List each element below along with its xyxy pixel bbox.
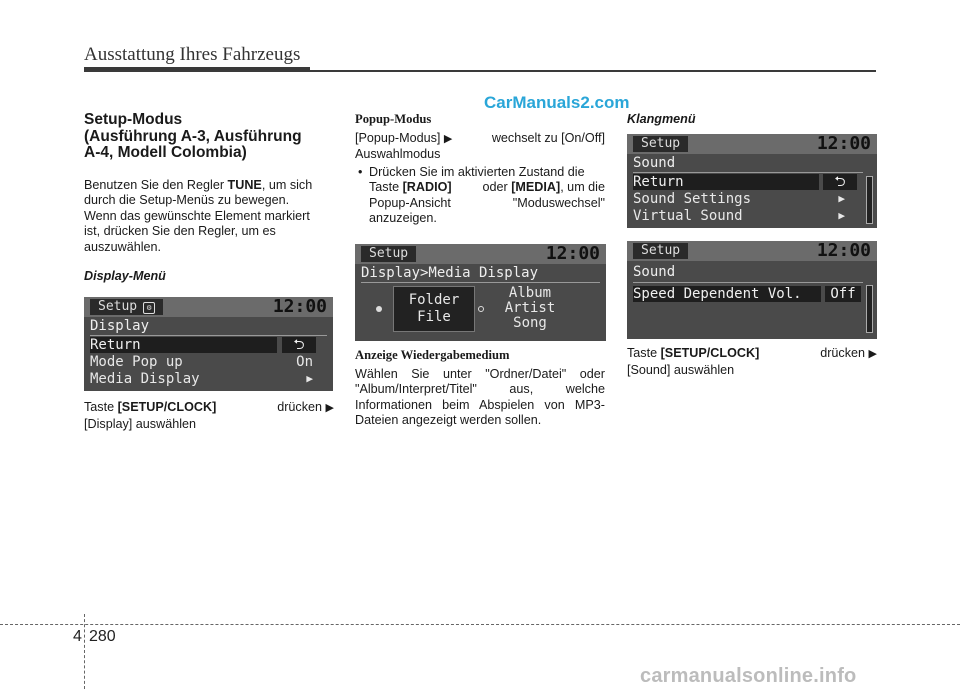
display-menu-screen (84, 297, 333, 391)
arrow-right-icon: ▶ (325, 402, 334, 414)
return-glyph: ⮌ (293, 337, 305, 353)
caption-text-a: Taste (84, 400, 118, 414)
setup-clock-key: [SETUP/CLOCK] (660, 346, 760, 360)
sound-menu-heading: Klangmenü (627, 112, 696, 126)
clock-readout: 12:00 (816, 241, 871, 261)
display-menu-heading: Display-Menü (84, 269, 166, 283)
option-line-2: File (417, 309, 451, 325)
caption-line-2: [Display] auswählen (84, 416, 197, 431)
bullet-line-3: Popup-Ansicht "Moduswechsel" (369, 195, 605, 210)
bullet-glyph: • (358, 164, 363, 179)
radio-unselected-icon[interactable] (478, 306, 484, 312)
chevron-right-icon: ▶ (838, 209, 845, 222)
setup-tag: Setup (633, 136, 688, 152)
header-title: Ausstattung Ihres Fahrzeugs (84, 44, 301, 65)
p1-text-a: Benutzen Sie den Regler (84, 177, 228, 192)
bullet-text-c: , um die (560, 180, 605, 194)
menu-row-value: On (296, 354, 313, 370)
menu-row-label: Mode Pop up (90, 354, 183, 370)
setup-tag-label: Setup (98, 299, 138, 314)
settings-icon: ⚙ (143, 302, 155, 314)
popup-mode-heading: Popup-Modus (355, 112, 432, 126)
watermark-top[interactable]: CarManuals2.com (484, 93, 630, 112)
caption-text-b: drücken (277, 400, 326, 414)
menu-row-label: Sound Settings (633, 191, 752, 207)
menu-row-return[interactable] (90, 337, 277, 353)
option-line-3: Song (513, 315, 547, 331)
p2-line-1: Wählen Sie unter "Ordner/Datei" oder (355, 366, 605, 381)
p1-line-4: ist, drücken Sie den Regler, um es (84, 224, 276, 238)
menu-row-label: Return (90, 337, 141, 353)
p1-text-b: , um sich (261, 177, 313, 192)
bullet-item (355, 165, 605, 227)
tune-key: TUNE (227, 177, 262, 192)
scrollbar[interactable] (866, 176, 873, 224)
heading-line-2: (Ausführung A-3, Ausführung (84, 127, 302, 145)
header-rule-thin (310, 70, 876, 72)
option-album-artist-song[interactable] (495, 286, 565, 331)
media-key: [MEDIA] (511, 180, 561, 194)
screen-title: Sound (633, 264, 676, 280)
sound-caption (627, 346, 877, 378)
return-icon[interactable] (282, 337, 316, 353)
menu-row-virtual-sound[interactable] (633, 208, 859, 224)
footer-vertical-rule (84, 614, 85, 689)
menu-row-sound-settings[interactable] (633, 191, 859, 207)
setup-tag (90, 299, 163, 315)
popup-text-a: [Popup-Modus] (355, 130, 444, 145)
setup-tag: Setup (633, 243, 688, 259)
clock-readout: 12:00 (816, 134, 871, 154)
clock-readout: 12:00 (545, 244, 600, 264)
p2-line-3: Informationen beim Abspielen von MP3- (355, 397, 605, 412)
return-glyph: ⮌ (834, 174, 846, 190)
p1-line-2: durch die Setup-Menüs zu bewegen. (84, 193, 290, 207)
radio-selected-icon[interactable] (376, 306, 382, 312)
setup-clock-key: [SETUP/CLOCK] (117, 400, 217, 414)
clock-readout: 12:00 (272, 297, 327, 317)
media-display-screen (355, 244, 606, 341)
p1-line-3: Wenn das gewünschte Element markiert (84, 208, 310, 223)
screen-divider (633, 282, 863, 283)
radio-key: [RADIO] (402, 180, 452, 194)
option-folder-file[interactable] (393, 286, 475, 332)
option-line-2: Artist (504, 300, 556, 316)
menu-row-speed-volume[interactable] (633, 286, 821, 302)
p2-line-2: "Album/Interpret/Titel" aus, welche (355, 382, 605, 396)
caption-text-a: Taste (627, 346, 661, 360)
option-line-1: Album (508, 285, 552, 301)
bullet-text-a: Taste (369, 180, 403, 194)
chevron-right-icon: ▶ (306, 372, 313, 385)
p1-line-5: auszuwählen. (84, 239, 162, 254)
screen-divider (90, 335, 327, 336)
caption-line-2: [Sound] auswählen (627, 362, 735, 377)
media-section (355, 348, 605, 429)
intro-paragraph (84, 178, 334, 256)
p2-line-4: Dateien angezeigt werden sollen. (355, 413, 542, 427)
return-icon[interactable] (823, 174, 857, 190)
section-heading (84, 112, 334, 162)
bullet-line-1: Drücken Sie im aktivierten Zustand die (369, 164, 585, 179)
display-caption (84, 400, 334, 432)
screen-divider (361, 282, 600, 283)
menu-row-return[interactable] (633, 174, 819, 190)
header-rule-thick (84, 67, 310, 72)
screen-title: Display>Media Display (361, 265, 539, 281)
setup-tag: Setup (361, 246, 416, 262)
heading-line-1: Setup-Modus (84, 111, 183, 128)
menu-row-label: Return (633, 174, 684, 190)
bullet-text-b: oder (482, 180, 512, 194)
watermark-bottom[interactable]: carmanualsonline.info (640, 665, 857, 687)
heading-line-3: A-4, Modell Colombia) (84, 144, 247, 161)
menu-row-media-display[interactable] (90, 371, 327, 387)
chevron-right-icon: ▶ (838, 192, 845, 205)
page-number: 280 (89, 628, 116, 645)
popup-text-b: wechselt zu [On/Off] (491, 130, 605, 145)
column-1 (84, 112, 334, 285)
menu-row-label: Virtual Sound (633, 208, 743, 224)
speed-volume-screen (627, 241, 877, 339)
media-paragraph (355, 367, 605, 429)
speed-volume-value[interactable]: Off (825, 286, 861, 302)
arrow-right-icon: ▶ (443, 132, 453, 145)
popup-line-2: Auswahlmodus (355, 147, 441, 161)
menu-row-mode-popup[interactable] (90, 354, 327, 370)
arrow-right-icon: ▶ (868, 348, 877, 360)
media-heading: Anzeige Wiedergabemedium (355, 348, 510, 362)
caption-text-b: drücken (820, 346, 869, 360)
sound-menu-screen (627, 134, 877, 228)
footer-rule (0, 624, 960, 625)
screen-title: Display (90, 318, 150, 334)
column-2 (355, 112, 605, 227)
chapter-number: 4 (73, 628, 82, 645)
option-line-1: Folder (408, 292, 460, 308)
menu-row-label: Speed Dependent Vol. (633, 286, 802, 302)
menu-row-label: Media Display (90, 371, 200, 387)
screen-title: Sound (633, 155, 676, 171)
bullet-line-4: anzuzeigen. (369, 211, 437, 225)
screen-divider (633, 172, 863, 173)
scrollbar[interactable] (866, 285, 873, 333)
